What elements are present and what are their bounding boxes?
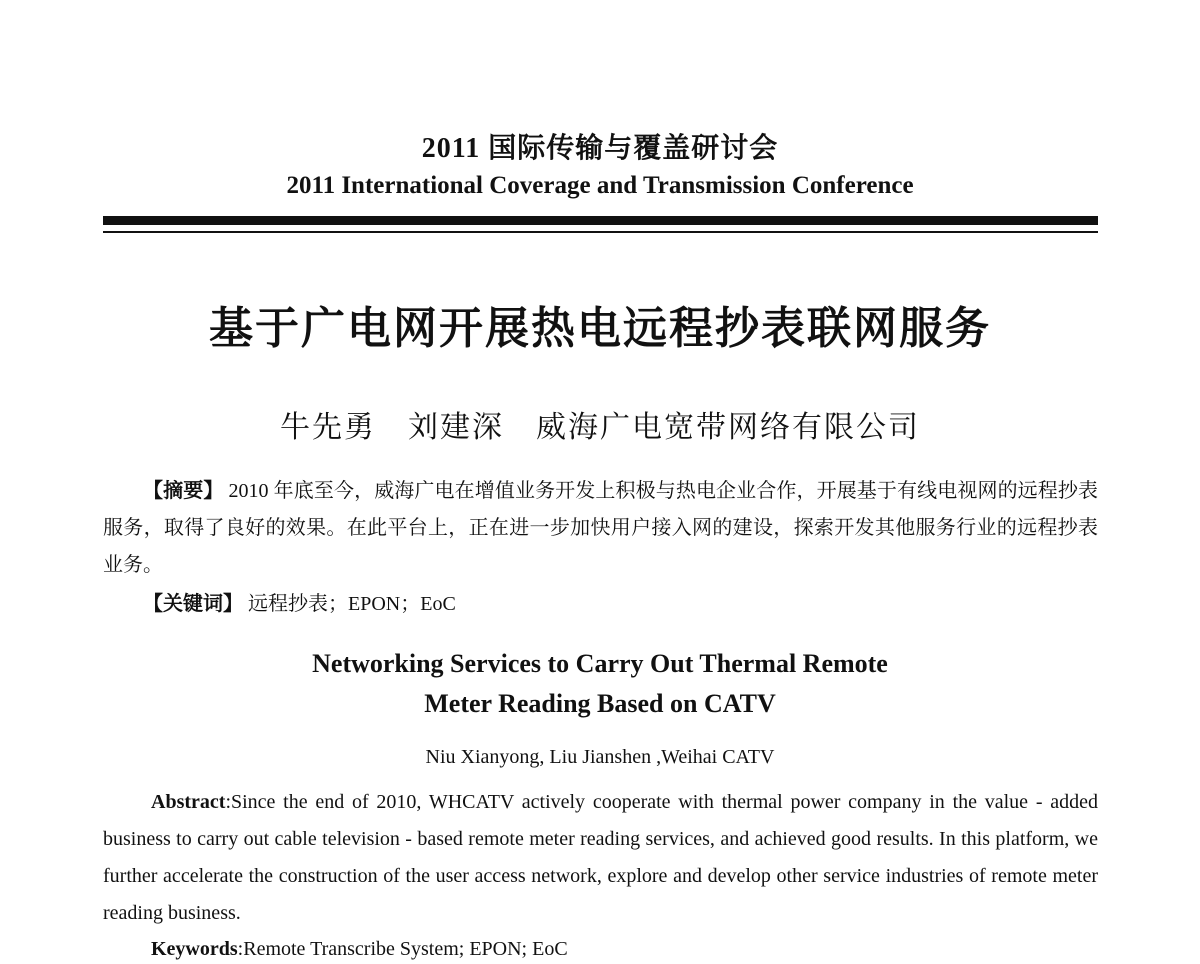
conference-title-en: 2011 International Coverage and Transmission Conference [286,172,914,199]
abstract-en-text: :Since the end of 2010, WHCATV actively cooperate with thermal power company in the value - added business to carry out cable television - based remote meter reading services, and achieved good results. In this platform, we further accelerate the construction of the user access network, explore and develop other service industries of remote meter reading business. [103,791,1098,924]
paper-title-en-line1: Networking Services to Carry Out Thermal Remote [312,649,888,678]
header-rule-thick [103,216,1098,225]
abstract-cn-label: 【摘要】 [143,478,224,502]
author-name: 刘建深 [408,411,504,444]
conference-title-cn: 2011 国际传输与覆盖研讨会 [421,133,779,164]
author-name: 牛先勇 [280,411,376,444]
abstract-en [103,784,1098,932]
header-rule-thin [103,231,1098,233]
paper-title-cn: 基于广电网开展热电远程抄表联网服务 [209,303,991,354]
abstract-cn [103,472,1098,584]
abstract-en-label: Abstract [151,791,226,813]
keywords-cn-label: 【关键词】 [143,591,243,615]
authors-en: Niu Xianyong, Liu Jianshen ,Weihai CATV [425,746,775,768]
keywords-en [151,934,568,964]
author-affiliation: 威海广电宽带网络有限公司 [536,411,920,444]
paper-title-en-line2: Meter Reading Based on CATV [424,689,776,718]
abstract-cn-text: 2010 年底至今，威海广电在增值业务开发上积极与热电企业合作，开展基于有线电视网的远程抄表服务，取得了良好的效果。在此平台上，正在进一步加快用户接入网的建设，探索开发其他服务行业的远程抄表业务。 [103,480,1099,576]
keywords-cn [143,588,456,619]
authors-cn [0,402,1200,446]
keywords-en-label: Keywords [151,938,238,960]
keywords-cn-text: 远程抄表；EPON；EoC [248,593,456,615]
keywords-en-text: :Remote Transcribe System; EPON; EoC [237,938,568,960]
paper-title-en [0,644,1200,724]
